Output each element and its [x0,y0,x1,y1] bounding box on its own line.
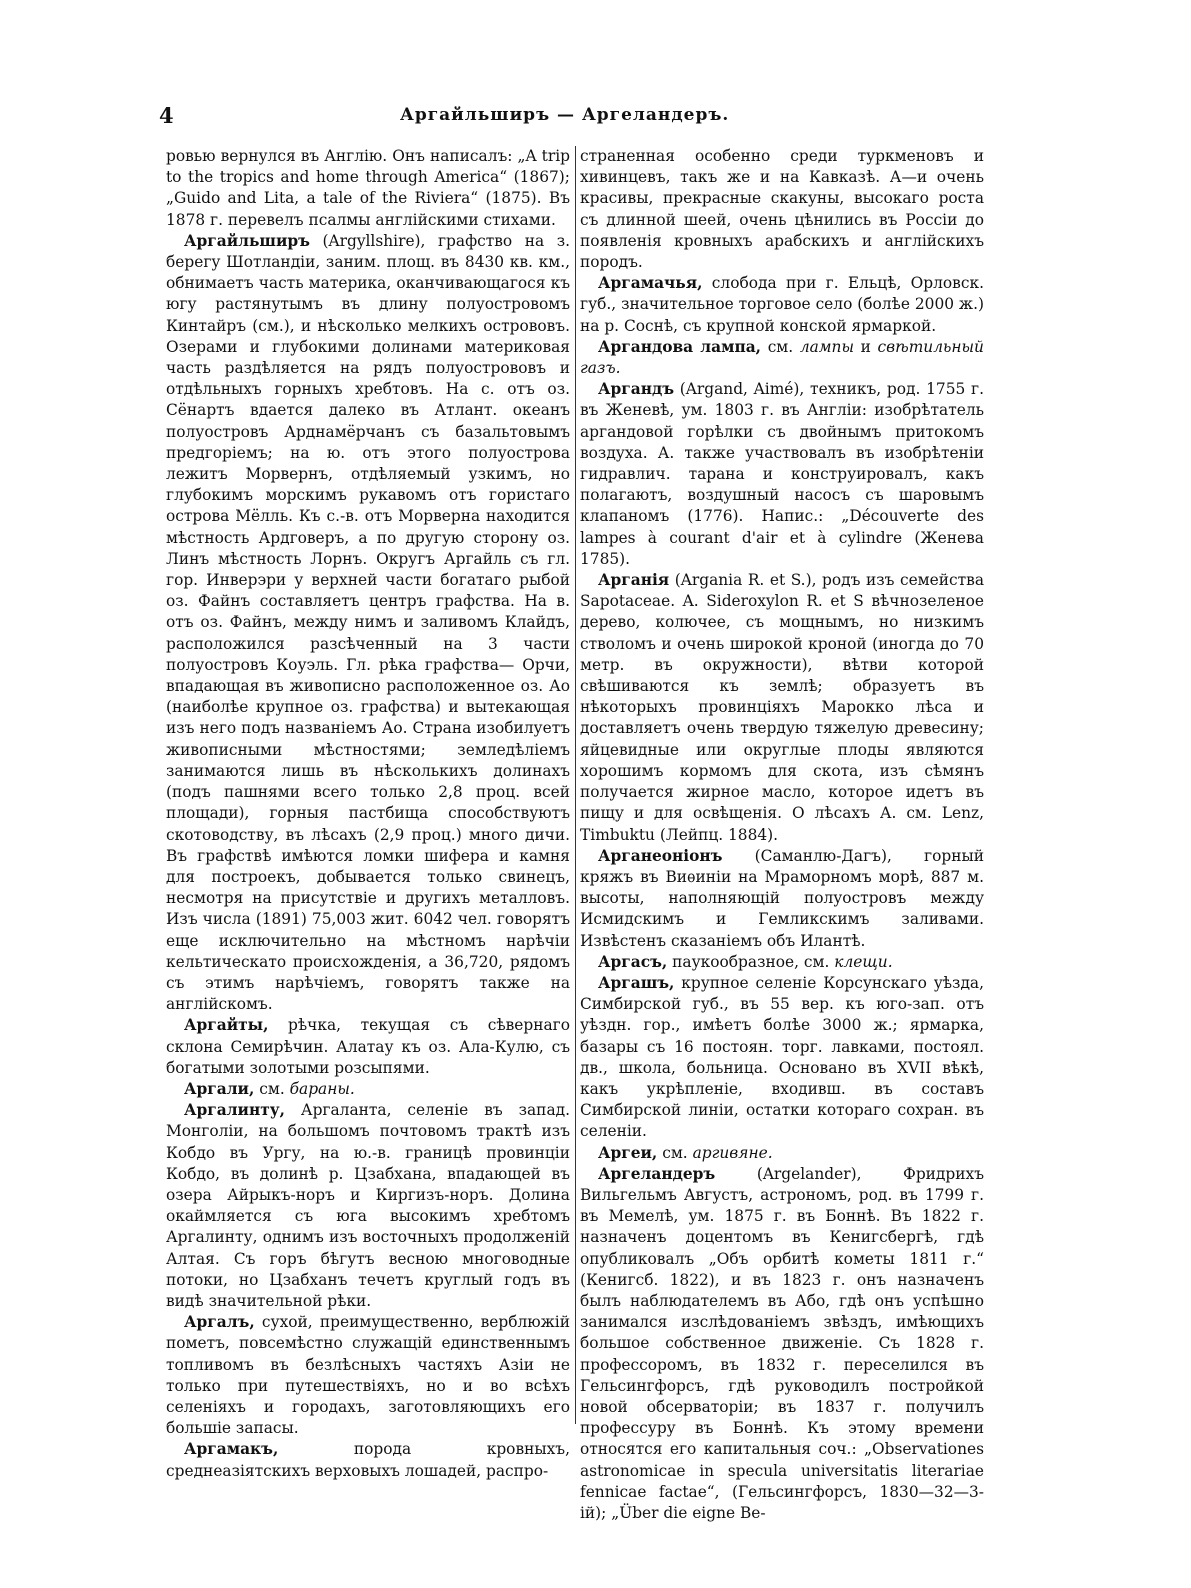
running-title: Аргайльширъ — Аргеландеръ. [400,105,730,125]
entry-argyllshire: Аргайльширъ (Argyllshire), графство на з. берегу Шотландіи, заним. площ. въ 8430 кв. км., обнимаетъ часть материка, оканчивающагося къ югу растянутымъ въ длину полуостровомъ Кинтайръ (см.), и нѣсколько мелкихъ острововъ. Озерами и глубокими долинами материковая часть раздѣляется на рядъ полуострововъ и отдѣльныхъ горныхъ хребтовъ. На с. отъ оз. Сёнартъ вдается далеко въ Атлант. океанъ полуостровъ Арднамёрчанъ съ базальтовымъ предгоріемъ; на ю. отъ этого полуострова лежитъ Морвернъ, отдѣляемый узкимъ, но глубокимъ морскимъ рукавомъ отъ гористагo острова Мёлль. Къ с.-в. отъ Морверна находится мѣстность Ардговеръ, а по другую сторону оз. Линъ мѣстность Лорнъ. Округъ Аргайль съ гл. гор. Инверэри у верхней части богатаго рыбой оз. Файнъ составляетъ центръ графства. На в. отъ оз. Файнъ, между нимъ и заливомъ Клайдъ, расположился разсѣченный на 3 части полуостровъ Коуэль. Гл. рѣка графства— Орчи, впадающая въ живописно расположенное оз. Ао (наиболѣе крупное оз. графства) и вытекающая изъ него подъ названіемъ Ао. Страна изобилуетъ живописными мѣстностями; земледѣліемъ занимаются лишь въ нѣсколькихъ долинахъ (подъ пашнями всего только 2,8 проц. всей площади), горныя пастбища способствуютъ скотоводству, въ лѣсахъ (2,9 проц.) много дичи. Въ графствѣ имѣются ломки шифера и камня для построекъ, добывается только свинецъ, несмотря на присутствіе и другихъ металловъ. Изъ числа (1891) 75,003 жит. 6042 чел. говорятъ еще исключительно на мѣстномъ нарѣчіи кельтическато происхожденія, а 36,720, рядомъ съ этимъ нарѣчіемъ, говорятъ также на англійскомъ. [166,231,570,1014]
entry-argal: Аргалъ, сухой, преимущественно, верблюжій пометъ, повсемѣстно служащій единственнымъ топливомъ въ безлѣсныхъ частяхъ Азіи не только при путешествіяхъ, но и во всѣхъ селеніяхъ и городахъ, заготовляющихъ его большіе запасы. [166,1313,570,1438]
entry-argalintu: Аргалинту, Аргаланта, селеніе въ запад. Монголіи, на большомъ почтовомъ трактѣ изъ Кобдо въ Ургу, на ю.-в. границѣ провинціи Кобдо, въ долинѣ р. Цзабхана, впадающей въ озера Айрыкъ-норъ и Киргизъ-норъ. Долина окаймляется съ юга высокимъ хребтомъ Аргалинту, однимъ изъ восточныхъ продолженій Алтая. Съ горъ бѣгутъ весною многоводные потоки, но Цзабханъ течетъ круглый годъ въ видѣ значительной рѣки. [166,1101,570,1310]
entry-argand: Аргандъ (Argand, Aimé), техникъ, род. 1755 г. въ Женевѣ, ум. 1803 г. въ Англіи: изобрѣтатель аргандовой горѣлки съ двойнымъ притокомъ воздуха. А. также участвовалъ въ изобрѣтеніи гидравлич. тарана и конструировалъ, какъ полагаютъ, воздушный насосъ съ шаровымъ клапаномъ (1776). Напис.: „Découverte des lampes à courant d'air et à cylindre (Женева 1785). [580,380,984,568]
entry-arganeonion: Арганеоніонъ (Саманлю-Дагъ), горный кряжъ въ Виѳиніи на Мраморномъ морѣ, 887 м. высоты, наполняющій полуостровъ между Исмидскимъ и Гемликскимъ заливами. Извѣстенъ сказаніемъ объ Илантѣ. [580,846,984,950]
entry-argash: Аргашъ, крупное селеніе Корсунскаго уѣзда, Симбирской губ., въ 55 вер. къ юго-зап. отъ уѣздн. гор., имѣетъ болѣе 3000 ж.; ярмарка, базары съ 16 постоян. торг. лавками, постоял. дв., школа, больница. Основано въ XVII вѣкѣ, какъ укрѣпленіе, входивш. въ составъ Симбирской линіи, остатки котораго сохран. въ селеніи. [580,973,984,1141]
column-divider [575,146,576,1424]
page-number: 4 [159,103,174,128]
entry-argei: Аргеи, см. аргивяне. [598,1143,773,1162]
entry-argali: Аргали, см. бараны. [184,1079,355,1098]
entry-argelander: Аргеландеръ (Argelander), Фридрихъ Вильгельмъ Августъ, астрономъ, род. въ 1799 г. въ Мемелѣ, ум. 1875 г. въ Боннѣ. Въ 1822 г. назначенъ доцентомъ въ Кенигсбергѣ, гдѣ опубликовалъ „Объ орбитѣ кометы 1811 г.“ (Кенигсб. 1822), и въ 1823 г. онъ назначенъ былъ наблюдателемъ въ Або, гдѣ онъ успѣшно занимался изслѣдованіемъ звѣздъ, имѣющихъ большое собственное движеніе. Съ 1828 г. профессоромъ, въ 1832 г. переселился въ Гельсингфорсъ, гдѣ руководилъ постройкой новой обсерваторіи; въ 1837 г. получилъ профессуру въ Боннѣ. Къ этому времени относятся его капитальныя соч.: „Observationes astronomicae in specula universitatis literariae fennicae factae“, (Гельсингфорсъ, 1830—32—3-ій); „Über die eigne Be- [580,1164,984,1522]
entry: ровью вернулся въ Англію. Онъ написалъ: „A trip to the tropics and home through America“ (1867); „Guido and Lita, a tale of the Riviera“ (1875). Въ 1878 г. перевелъ псалмы англійскими стихами. [166,147,570,229]
entry-argand-lamp: Аргандова лампа, см. лампы и свѣтильный газъ. [580,337,984,378]
entry-argania: Арганія (Argania R. et S.), родъ изъ семейства Sapotaceae. A. Sideroxylon R. et S вѣчнозеленое дерево, колючее, съ мощнымъ, но низкимъ стволомъ и очень широкой кроной (иногда до 70 метр. въ окружности), вѣтви которой свѣшиваются къ землѣ; образуетъ въ нѣкоторыхъ провинціяхъ Марокко лѣса и доставляетъ очень твердую тяжелую древесину; яйцевидные или округлые плоды являются хорошимъ кормомъ для скота, изъ сѣмянъ получается жирное масло, которое идетъ въ пищу и для освѣщенія. О лѣсахъ А. см. Lenz, Timbuktu (Лейпц. 1884). [580,571,984,844]
entry-argaity: Аргайты, рѣчка, текущая съ сѣвернаго склона Семирѣчин. Алатау къ оз. Ала-Кулю, съ богатыми золотыми розсыпями. [166,1016,570,1077]
entry-argas: Аргасъ, паукообразное, см. клещи. [598,952,893,971]
entry-argamak: Аргамакъ, порода кровныхъ, среднеазіятскихъ верховыхъ лошадей, распро- [166,1440,570,1480]
right-column [580,146,984,1524]
entry: страненная особенно среди туркменовъ и хивинцевъ, такъ же и на Кавказѣ. А—и очень красивы, прекрасные скакуны, высокаго роста съ длинной шеей, очень цѣнились въ Россіи до появленія кровныхъ арабскихъ и англійскихъ породъ. [580,147,984,272]
left-column [166,146,570,1482]
entry-argamachya: Аргамачья, слобода при г. Ельцѣ, Орловск. губ., значительное торговое село (болѣе 2000 ж.) на р. Соснѣ, съ крупной конской ярмаркой. [580,274,984,335]
